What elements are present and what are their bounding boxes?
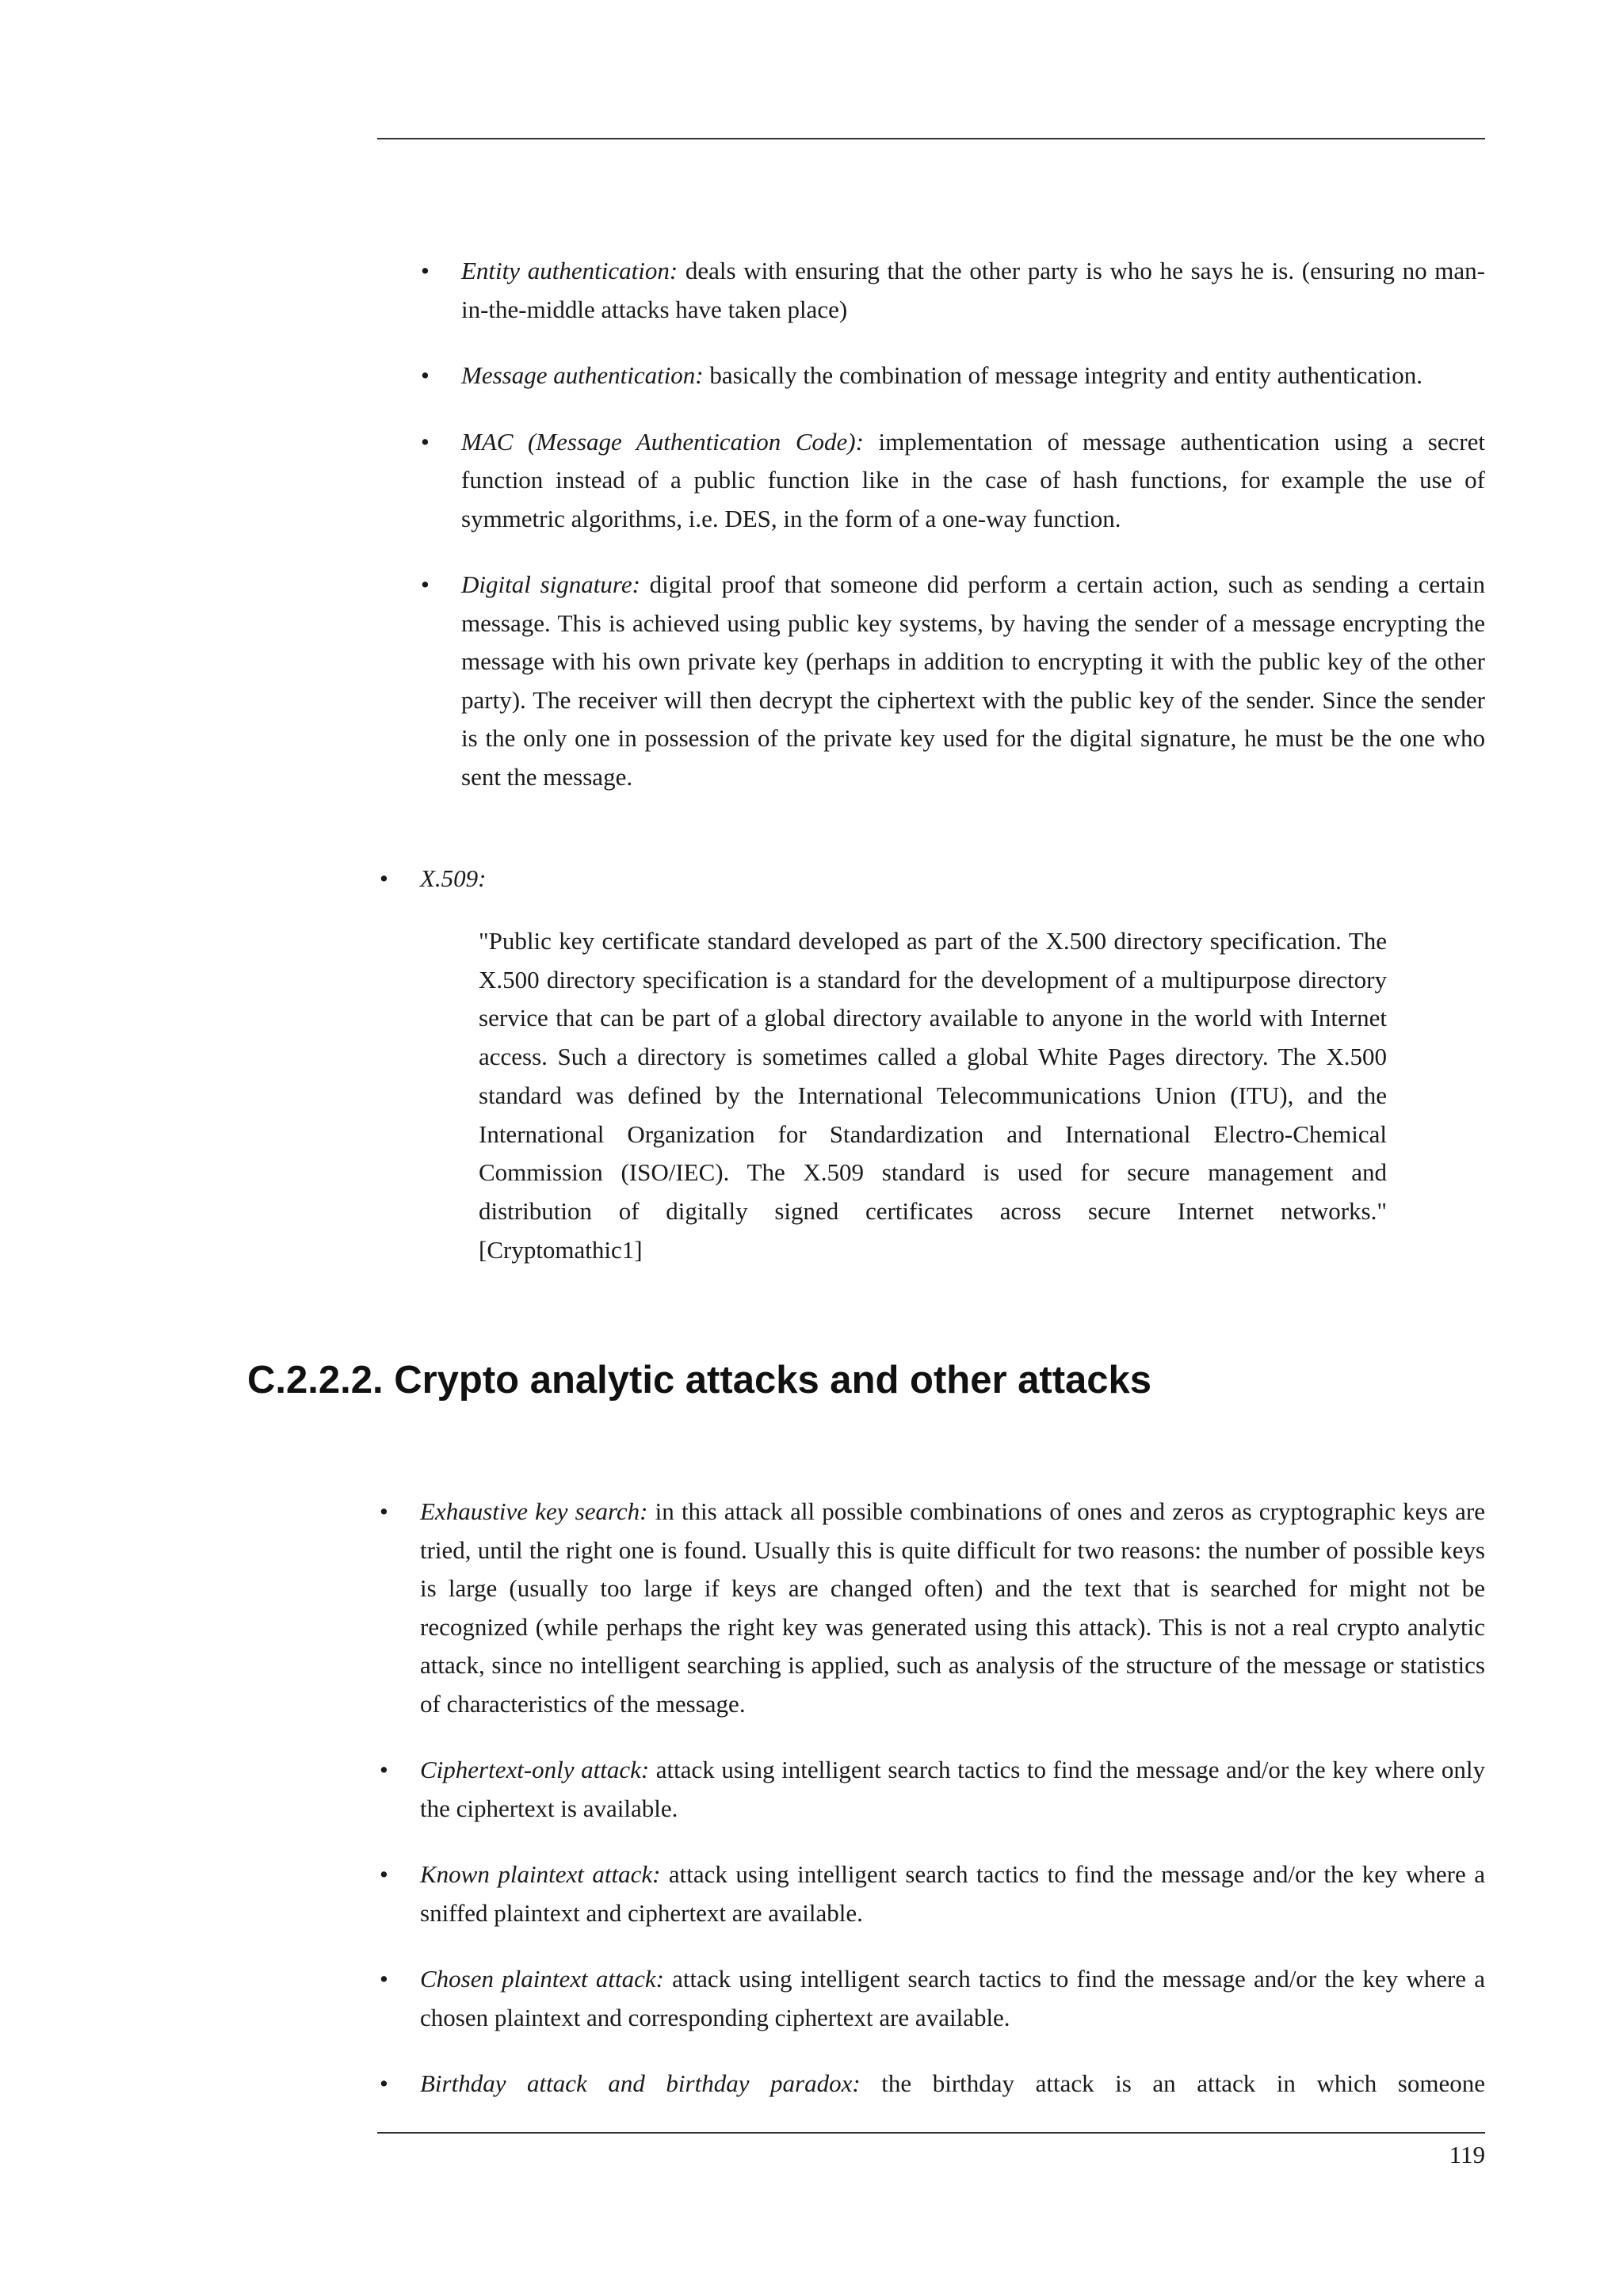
term: Birthday attack and birthday paradox: [420,2069,861,2097]
term: Digital signature: [461,570,640,598]
list-item [380,1960,1485,2037]
bullet: • [380,1965,388,1993]
list-item [380,2065,1485,2103]
definition: attack using intelligent search tactics to find the message and/or the key where a sniffed plaintext and ciphertext are available. [420,1860,1485,1927]
bullet: • [421,427,430,456]
term: Entity authentication: [461,257,678,284]
bullet: • [421,570,430,598]
list-item [380,1855,1485,1932]
page-number: 119 [1449,2141,1485,2168]
bullet: • [380,1497,388,1525]
definition: attack using intelligent search tactics to find the message and/or the key where only the ciphertext is available. [420,1756,1485,1822]
x509-quote: "Public key certificate standard developed as part of the X.500 directory specification. The X.500 directory specification is a standard for the development of a multipurpose directory service that can be part of a global directory available to anyone in the world with Internet access. Such a directory is sometimes called a global White Pages directory. The X.500 standard was defined by the International Telecommunications Union (ITU), and the International Organization for Standardization and International Electro-Chemical Commission (ISO/IEC). The X.509 standard is used for secure management and distribution of digitally signed certificates across secure Internet networks." [Cryptomathic1] [479,927,1387,1264]
list-item [380,1751,1485,1828]
x509-list [380,860,1485,898]
term: X.509: [420,864,487,892]
bullet: • [421,361,430,389]
list-item [421,252,1485,329]
bullet: • [380,1756,388,1783]
definition: attack using intelligent search tactics to find the message and/or the key where a chosen plaintext and corresponding ciphertext are available. [420,1965,1485,2031]
term: Exhaustive key search: [420,1497,648,1525]
term: Ciphertext-only attack: [420,1756,650,1783]
definition: implementation of message authentication using a secret function instead of a public function like in the case of hash functions, for example the use of symmetric algorithms, i.e. DES, in the form of a one-way function. [461,427,1485,532]
definition: deals with ensuring that the other party is who he says he is. (ensuring no man-in-the-middle attacks have taken place) [461,257,1485,323]
header-rule [377,138,1485,139]
term: MAC (Message Authentication Code): [461,427,864,456]
term: Known plaintext attack: [420,1860,661,1888]
section-heading: C.2.2.2. Crypto analytic attacks and other attacks [247,1359,1152,1402]
bullet: • [421,257,430,284]
definition: basically the combination of message integrity and entity authentication. [703,361,1423,389]
attacks-list [380,1493,1485,2131]
term: Message authentication: [461,361,704,389]
list-item [380,1493,1485,1723]
list-item [421,423,1485,539]
list-item [421,566,1485,796]
term: Chosen plaintext attack: [420,1965,664,1993]
list-item [380,860,1485,898]
bullet: • [380,864,388,892]
definition: the birthday attack is an attack in which someone [860,2069,1485,2097]
list-item [421,357,1485,395]
definition: digital proof that someone did perform a certain action, such as sending a certain message. This is achieved using public key systems, by having the sender of a message encrypting the message with his own private key (perhaps in addition to encrypting it with the public key of the other party). The receiver will then decrypt the ciphertext with the public key of the sender. Since the sender is the only one in possession of the private key used for the digital signature, he must be the one who sent the message. [461,570,1485,791]
bullet: • [380,2069,388,2097]
bullet: • [380,1860,388,1888]
footer-rule [377,2132,1485,2134]
definition: in this attack all possible combinations of ones and zeros as cryptographic keys are tried, until the right one is found. Usually this is quite difficult for two reasons: the number of possible keys is large (usually too large if keys are changed often) and the text that is searched for might not be recognized (while perhaps the right key was generated using this attack). This is not a real crypto analytic attack, since no intelligent searching is applied, such as analysis of the structure of the message or statistics of characteristics of the message. [420,1497,1485,1718]
security-services-list [421,252,1485,824]
